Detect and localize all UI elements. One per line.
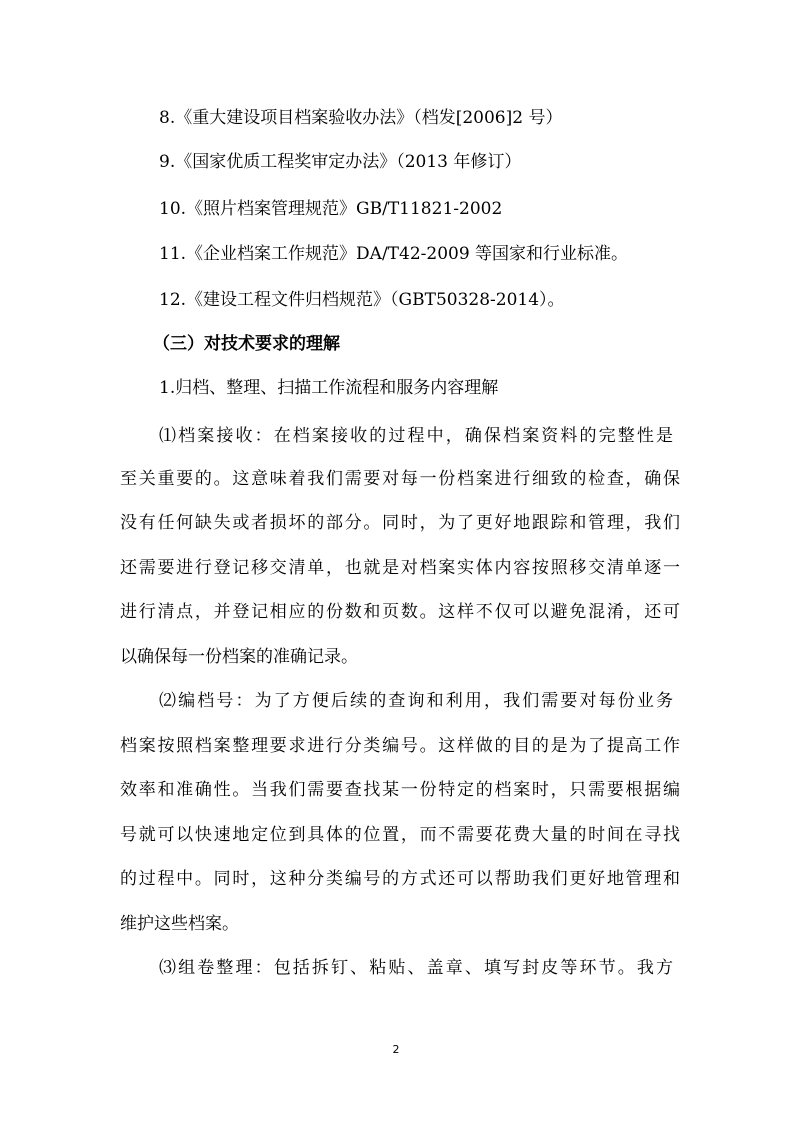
reference-item-11: 11.《企业档案工作规范》DA/T42-2009 等国家和行业标准。 (159, 244, 629, 264)
paragraph-line: 号就可以快速地定位到具体的位置，而不需要花费大量的时间在寻找 (120, 825, 680, 845)
paragraph-line: 还需要进行登记移交清单，也就是对档案实体内容按照移交清单逐一 (120, 558, 680, 578)
paragraph-line: 档案按照档案整理要求进行分类编号。这样做的目的是为了提高工作 (120, 736, 680, 756)
paragraph-line: ⑶组卷整理：包括拆钉、粘贴、盖章、填写封皮等环节。我方 (159, 958, 673, 978)
paragraph-line: 没有任何缺失或者损坏的部分。同时，为了更好地跟踪和管理，我们 (120, 513, 680, 533)
reference-item-9: 9.《国家优质工程奖审定办法》（2013 年修订） (159, 152, 522, 172)
reference-item-10: 10.《照片档案管理规范》GB/T11821-2002 (159, 199, 503, 219)
page-number: 2 (392, 1043, 400, 1056)
paragraph-line: 进行清点，并登记相应的份数和页数。这样不仅可以避免混淆，还可 (120, 602, 680, 622)
paragraph-line: 维护这些档案。 (120, 914, 239, 934)
paragraph-line: ⑴档案接收：在档案接收的过程中，确保档案资料的完整性是 (159, 426, 673, 446)
paragraph-line: 效率和准确性。当我们需要查找某一份特定的档案时，只需要根据编 (120, 780, 680, 800)
paragraph-line: 以确保每一份档案的准确记录。 (120, 647, 358, 667)
section-heading: （三）对技术要求的理解 (153, 334, 340, 354)
paragraph-line: 的过程中。同时，这种分类编号的方式还可以帮助我们更好地管理和 (120, 869, 680, 889)
paragraph-line: ⑵编档号：为了方便后续的查询和利用，我们需要对每份业务 (159, 691, 673, 711)
reference-item-8: 8.《重大建设项目档案验收办法》（档发[2006]2 号） (159, 108, 563, 128)
subheading: 1.归档、整理、扫描工作流程和服务内容理解 (159, 378, 499, 398)
reference-item-12: 12.《建设工程文件归档规范》（GBT50328-2014）。 (159, 290, 565, 310)
paragraph-line: 至关重要的。这意味着我们需要对每一份档案进行细致的检查，确保 (120, 469, 680, 489)
